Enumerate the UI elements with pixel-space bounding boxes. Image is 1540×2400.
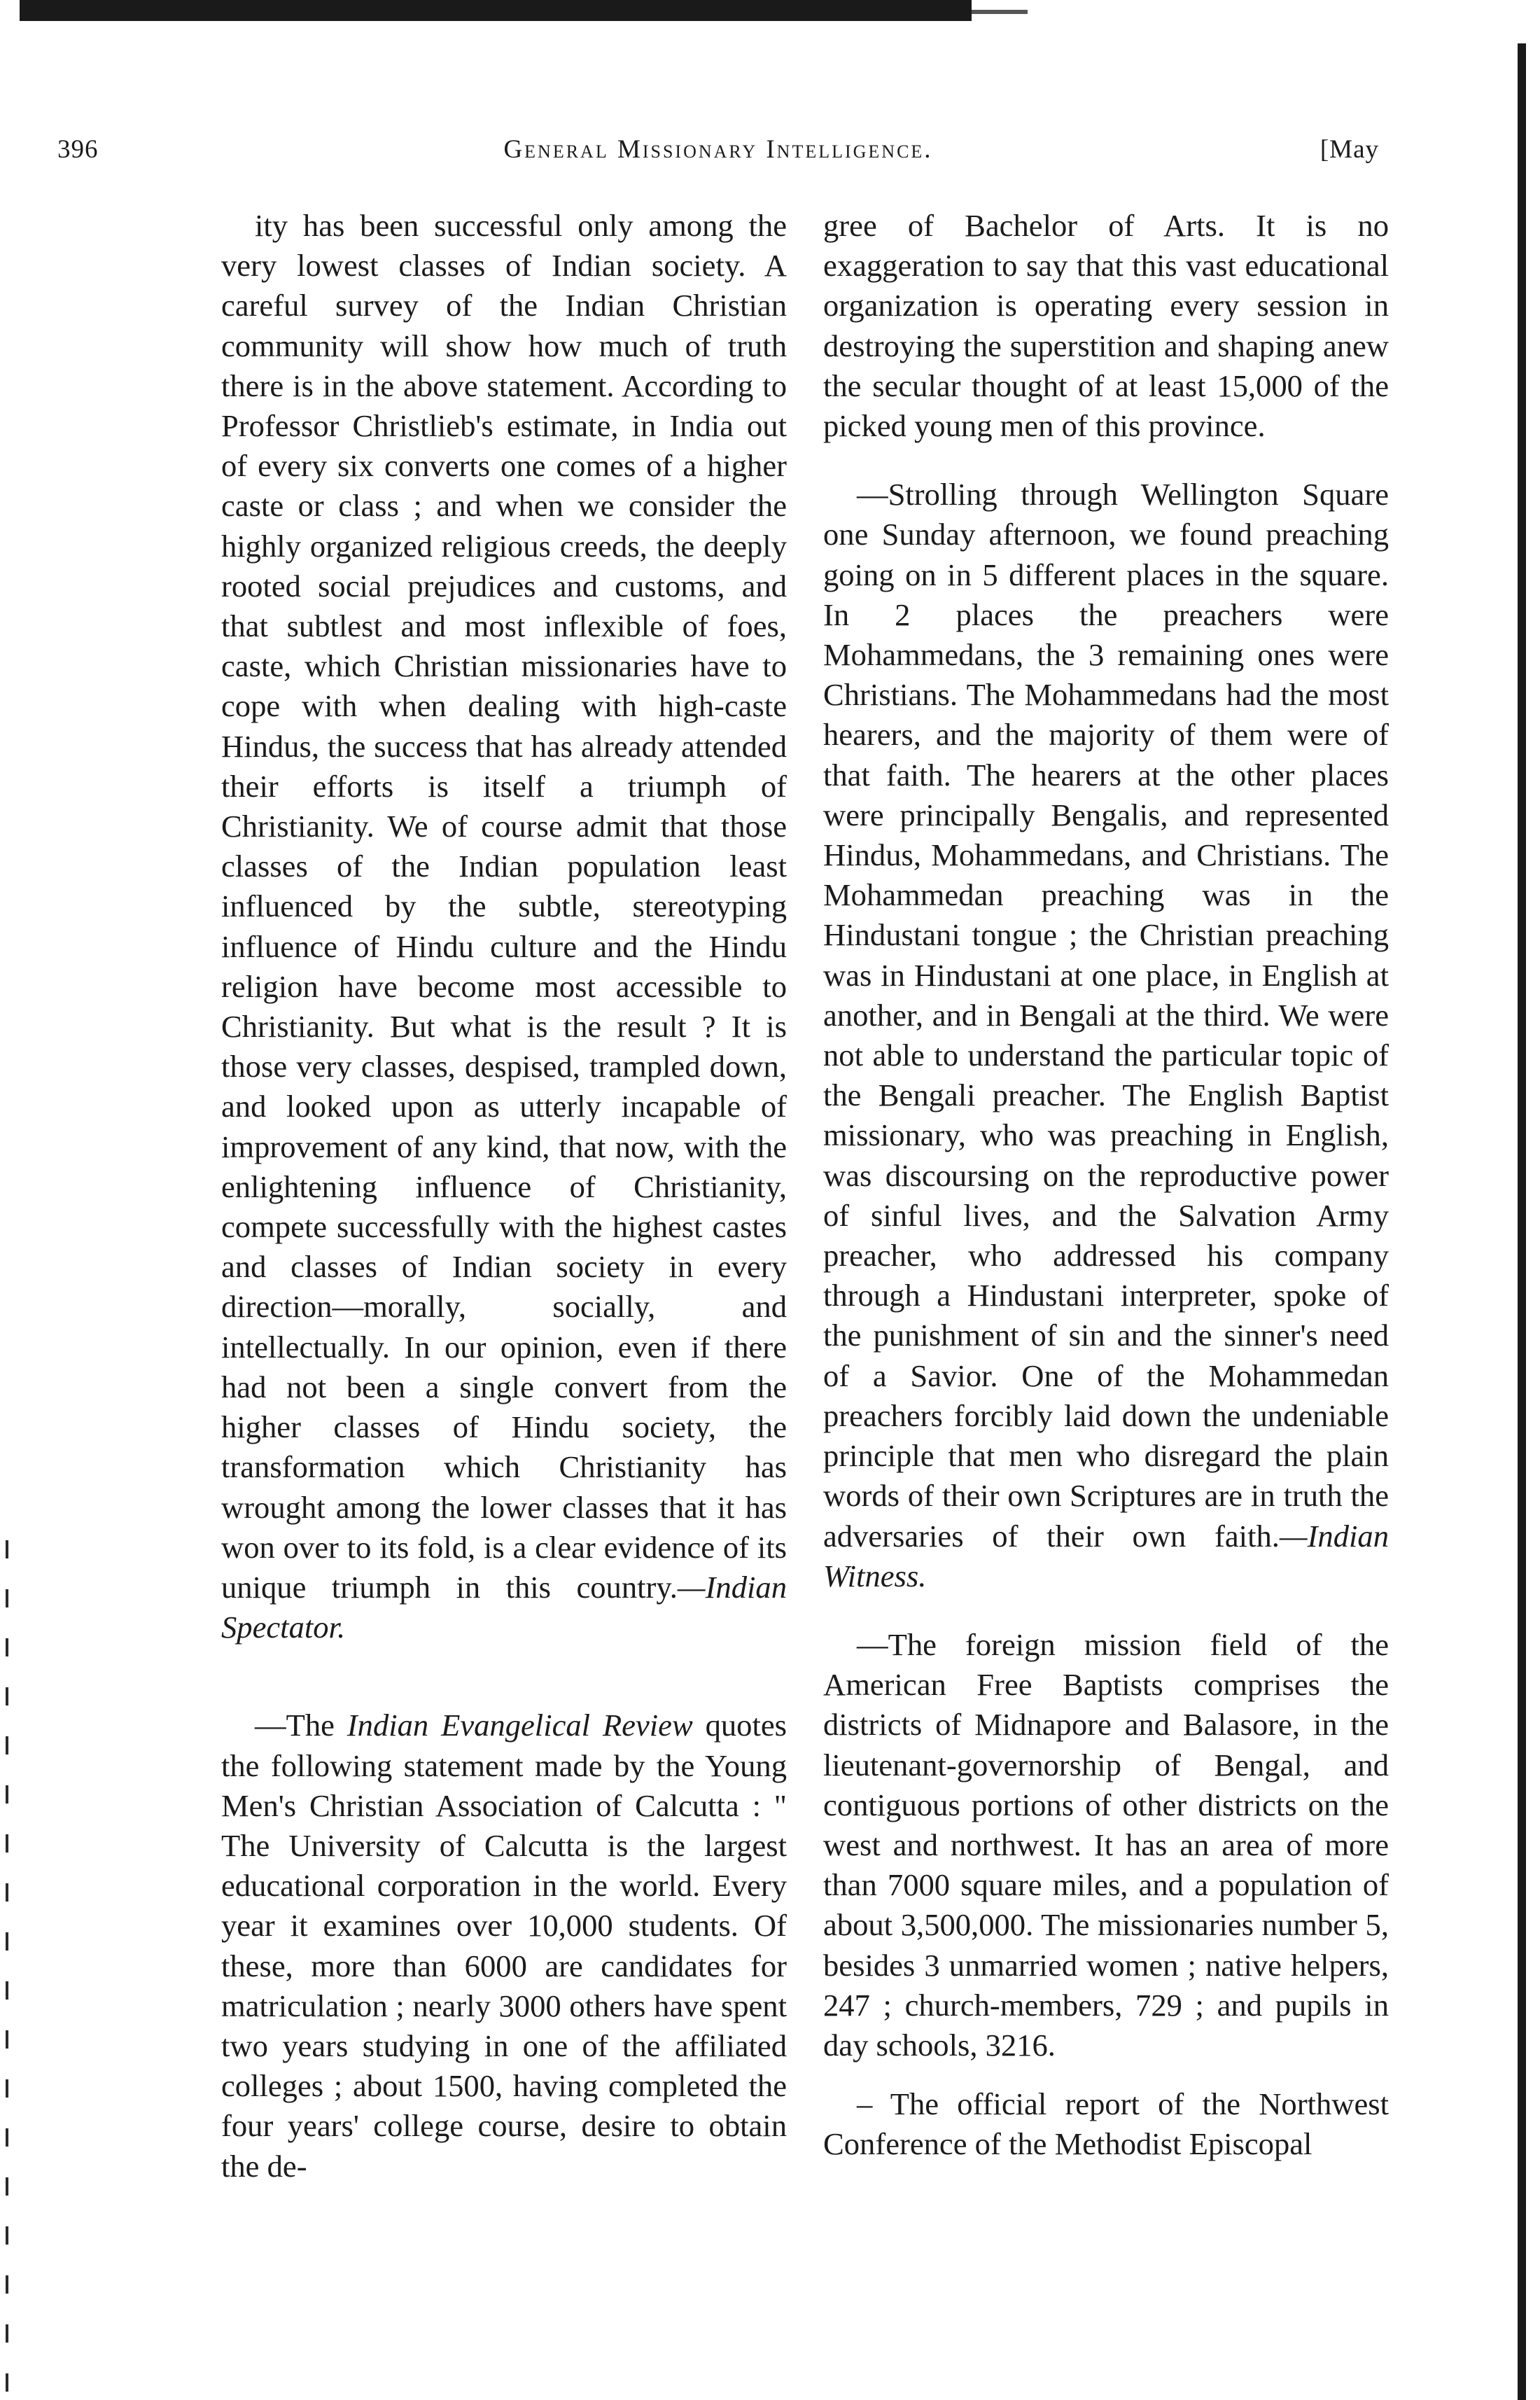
page-number: 396 [57, 135, 99, 164]
journal-title: Indian Evangelical Review [346, 1708, 693, 1743]
paragraph-continuation: gree of Bachelor of Arts. It is no exaggeration to say that this vast educational organization is operating every session in destroying the superstition and shaping anew the secular thought of at least 15,000 of the picked young men of this province. [823, 208, 1389, 444]
paragraph-free-baptists: —The foreign mission field of the American Free Baptists comprises the districts of Midnapore and Balasore, in the lieutenant-governorship of Bengal, and contiguous portions of other districts on the west and northwest. It has an area of more than 7000 square miles, and a population of about 3,500,000. The missionaries number 5, besides 3 unmarried women ; native helpers, 247 ; church-members, 729 ; and pupils in day schools, 3216. [823, 1626, 1389, 2063]
paragraph-text: —Strolling through Wellington Square one Sunday afternoon, we found preaching going on in 5 different places in the square. In 2 places the preachers were Mohammedans, the 3 remaining ones were Christians. The Mohammedans had the most hearers, and the majority of them were of that faith. The hearers at the other places were principally Bengalis, and represented Hindus, Mohammedans, and Christians. The Mohammedan preaching was in the Hindustani tongue ; the Christian preaching was in Hindustani at one place, in English at another, and in Bengali at the third. We were not able to understand the particular topic of the Bengali preacher. The English Baptist missionary, who was preaching in English, was discoursing on the reproductive power of sinful lives, and the Salvation Army preacher, who addressed his company through a Hindustani interpreter, spoke of the punishment of sin and the sinner's need of a Savior. One of the Mohammedan preachers forcibly laid down the undeniable principle that men who disregard the plain words of their own Scriptures are in truth the adversaries of their own faith. [823, 477, 1389, 1554]
top-edge-rule [20, 0, 972, 21]
page-edge-rule [1518, 43, 1526, 2400]
running-header [57, 134, 1379, 176]
paragraph-calcutta-university [221, 1705, 787, 2186]
source-citation: —Indian Witness. [823, 1518, 1389, 1593]
top-edge-rule-tail [972, 10, 1028, 14]
paragraph-lead: —The [255, 1708, 347, 1743]
paragraph-wellington-square [823, 475, 1389, 1596]
left-column [221, 206, 787, 2186]
paragraph-caste-converts [221, 206, 787, 1647]
paragraph-northwest-conference: – The official report of the Northwest Conference of the Methodist Episcopal [823, 2086, 1389, 2162]
paragraph-text: ity has been successful only among the very lowest classes of Indian society. A careful survey of the Indian Christian community will show how much of truth there is in the above statement. According to Professor Christlieb's estimate, in India out of every six converts one comes of a higher caste or class ; and when we consider the highly organized religious creeds, the deeply rooted social prejudices and customs, and that subtlest and most inflexible of foes, caste, which Christian missionaries have to cope with when dealing with high-caste Hindus, the success that has already attended their efforts is itself a triumph of Christianity. We of course admit that those classes of the Indian population least influenced by the subtle, stereotyping influence of Hindu culture and the Hindu religion have become most accessible to Christianity. But what is the result ? It is those very classes, despised, trampled down, and looked upon as utterly incapable of improvement of any kind, that now, with the enlightening influence of Christianity, compete successfully with the highest castes and classes of Indian society in every direction—morally, socially, and intellectually. In our opinion, even if there had not been a single convert from the higher classes of Hindu society, the transformation which Christianity has wrought among the lower classes that it has won over to its fold, is a clear evidence of its unique triumph in this country. [221, 208, 787, 1605]
paragraph-text: quotes the following statement made by the Young Men's Christian Association of Calcutta : " The University of Calcutta is the largest educational corporation in the world. Every year it examines over 10,000 students. Of these, more than 6000 are candidates for matriculation ; nearly 3000 others have spent two years studying in one of the affiliated colleges ; about 1500, having completed the four years' college course, desire to obtain the de- [221, 1708, 788, 2184]
source-citation: —Indian Spectator. [221, 1569, 787, 1645]
binding-marks [6, 1540, 8, 2400]
header-month: [May [1320, 135, 1379, 164]
right-column [823, 206, 1389, 2165]
running-title: General Missionary Intelligence. [503, 135, 933, 164]
